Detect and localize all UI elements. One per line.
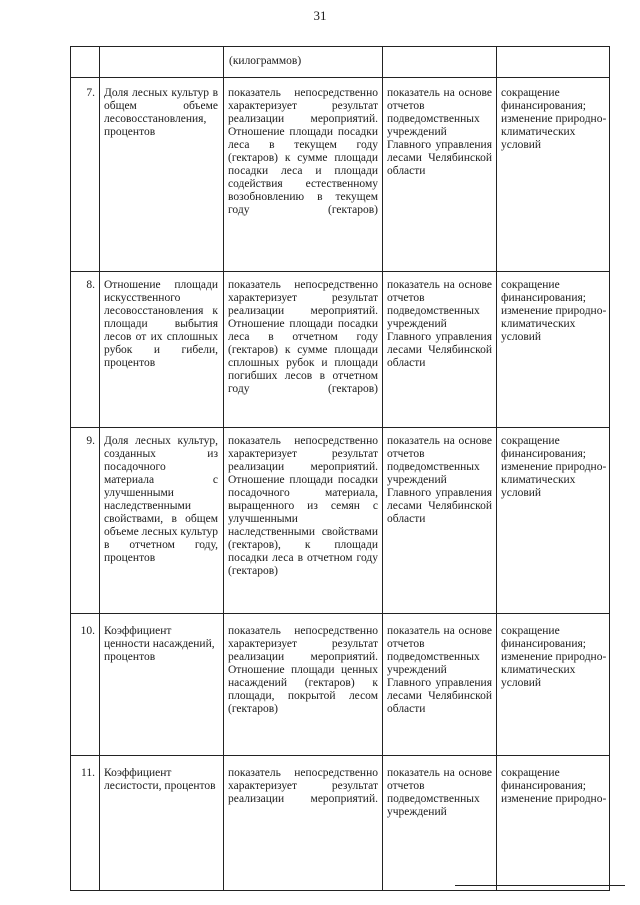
row-divider: [71, 77, 609, 78]
data-source: показатель на основе отчетов подведомственных учреждений Главного управления лесами Челябинской области: [387, 435, 492, 525]
row-divider: [71, 271, 609, 272]
indicator-name: Коэффициент лесистости, процентов: [104, 767, 216, 792]
indicator-description: показатель непосредственно характеризует результат реализации мероприятий. Отношение площади посадки посадочного материала, выращенного из семян с улучшенными наследственными свойствами (гектаров), к площади посадки леса в отчетном году (гектаров): [228, 435, 378, 577]
column-divider: [496, 47, 497, 890]
risk-factors: сокращение финансирования; изменение природно-: [501, 767, 607, 805]
footer-rule: [455, 885, 625, 886]
row-number: 10.: [80, 625, 95, 637]
row-number: 11.: [81, 767, 95, 779]
data-source: показатель на основе отчетов подведомственных учреждений Главного управления лесами Челябинской области: [387, 279, 492, 369]
indicator-description: показатель непосредственно характеризует результат реализации мероприятий.: [228, 767, 378, 805]
indicator-description: показатель непосредственно характеризует результат реализации мероприятий. Отношение площади посадки леса в текущем году (гектаров) к сумме площади посадки леса и площади содействия естественному возобновлению в текущем году (гектаров): [228, 87, 378, 216]
indicator-name: Доля лесных культур в общем объеме лесовосстановления, процентов: [104, 87, 218, 138]
data-source: показатель на основе отчетов подведомственных учреждений Главного управления лесами Челябинской области: [387, 625, 492, 715]
row-divider: [71, 755, 609, 756]
risk-factors: сокращение финансирования; изменение природно-климатических условий: [501, 625, 607, 689]
risk-factors: сокращение финансирования; изменение природно-климатических условий: [501, 87, 607, 151]
indicator-description: показатель непосредственно характеризует результат реализации мероприятий. Отношение площади посадки леса в отчетном году (гектаров) к сумме площади сплошных рубок и площади погибших лесов в отчетном году (гектаров): [228, 279, 378, 395]
header-indicator-cell: (килограммов): [229, 55, 302, 67]
risk-factors: сокращение финансирования; изменение природно-климатических условий: [501, 435, 607, 499]
data-source: показатель на основе отчетов подведомственных учреждений: [387, 767, 492, 818]
indicator-name: Доля лесных культур, созданных из посадочного материала с улучшенными наследственными свойствами, в общем объеме лесных культур в отчетном году, процентов: [104, 435, 218, 564]
column-divider: [382, 47, 383, 890]
risk-factors: сокращение финансирования; изменение природно-климатических условий: [501, 279, 607, 343]
row-divider: [71, 613, 609, 614]
indicator-description: показатель непосредственно характеризует результат реализации мероприятий. Отношение площади ценных насаждений (гектаров) к площади, покрытой лесом (гектаров): [228, 625, 378, 715]
row-divider: [71, 427, 609, 428]
column-divider: [223, 47, 224, 890]
indicators-table: [70, 46, 610, 891]
indicator-name: Отношение площади искусственного лесовосстановления к площади выбытия лесов от их сплошных рубок и гибели, процентов: [104, 279, 218, 369]
column-divider: [99, 47, 100, 890]
row-number: 9.: [86, 435, 95, 447]
indicator-name: Коэффициент ценности насаждений, процентов: [104, 625, 215, 663]
data-source: показатель на основе отчетов подведомственных учреждений Главного управления лесами Челябинской области: [387, 87, 492, 177]
row-number: 8.: [86, 279, 95, 291]
page-number: 31: [313, 8, 327, 23]
row-number: 7.: [86, 87, 95, 99]
